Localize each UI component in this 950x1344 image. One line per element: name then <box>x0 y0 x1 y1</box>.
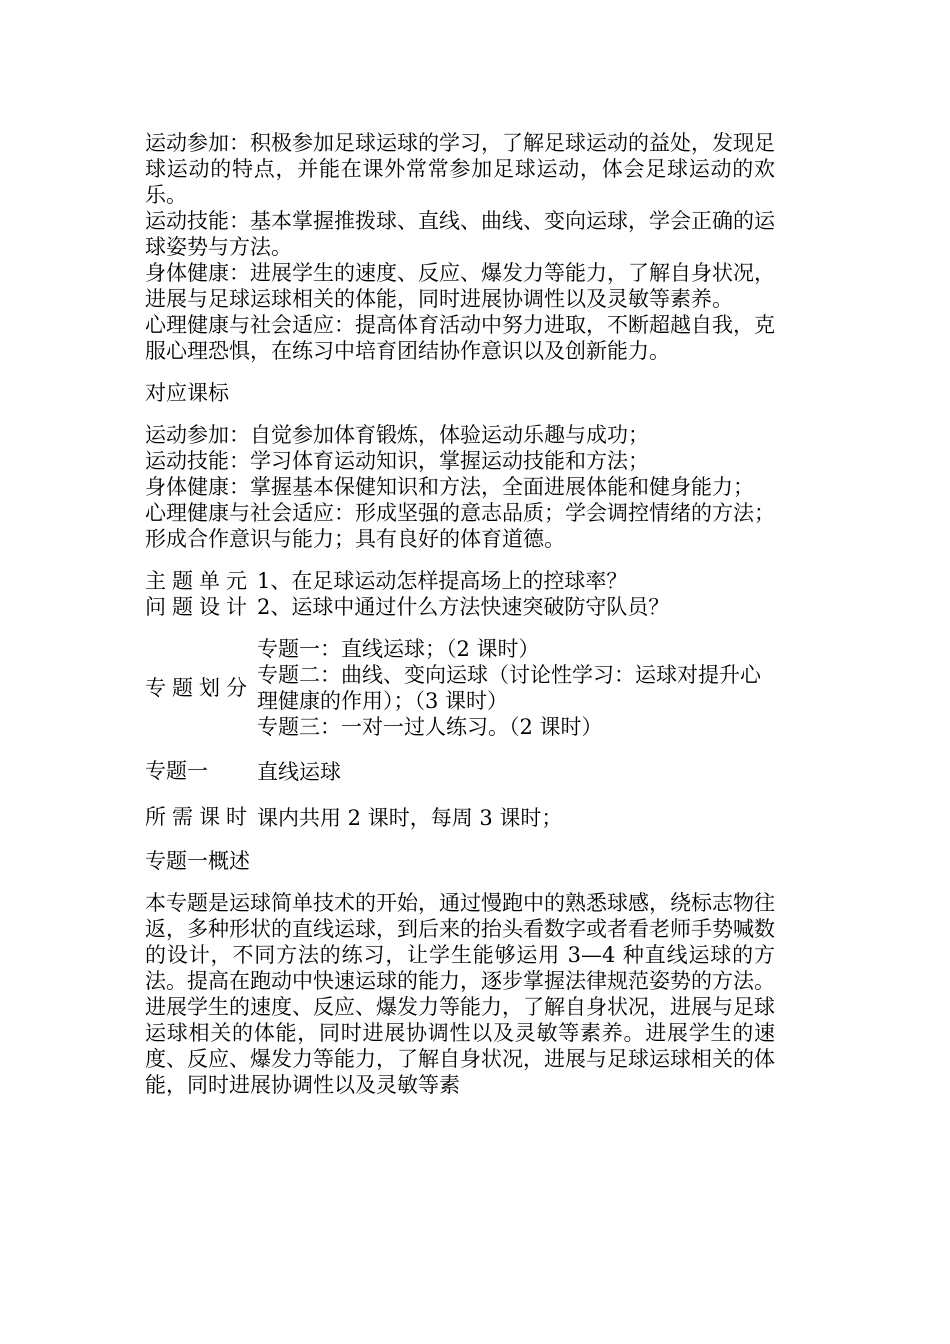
standard-mental: 心理健康与社会适应：形成坚强的意志品质；学会调控情绪的方法；形成合作意识与能力；具有良好的体育道德。 <box>145 501 775 551</box>
goal-mental: 心理健康与社会适应：提高体育活动中努力进取，不断超越自我，克服心理恐惧，在练习中培育团结协作意识以及创新能力。 <box>145 313 775 363</box>
hours-value: 课内共用 2 课时，每周 3 课时； <box>257 806 563 830</box>
topic-item-2: 专题二：曲线、变向运球（讨论性学习：运球对提升心理健康的作用）；（3 课时） <box>257 663 761 713</box>
unit-question-1: 1、在足球运动怎样提高场上的控球率？ <box>257 569 628 593</box>
topic-one-row <box>145 756 775 786</box>
unit-questions-row <box>145 568 775 620</box>
unit-question-2: 2、运球中通过什么方法快速突破防守队员？ <box>257 595 670 619</box>
overview-heading: 专题一概述 <box>145 849 250 873</box>
topic-division-label: 专题划分 <box>145 676 253 700</box>
overview-paragraph: 本专题是运球简单技术的开始，通过慢跑中的熟悉球感，绕标志物往返，多种形状的直线运球，到后来的抬头看数字或者看老师手势喊数的设计，不同方法的练习，让学生能够运用 3—4 种直线运球的方法。提高在跑动中快速运球的能力，逐步掌握法律规范姿势的方法。进展学生的速度、反应、爆发力等能力，了解自身状况，进展与足球运球相关的体能，同时进展协调性以及灵敏等素养。进展学生的速度、反应、爆发力等能力，了解自身状况，进展与足球运球相关的体能，同时进展协调性以及灵敏等素 <box>145 891 775 1097</box>
standard-skills: 运动技能：学习体育运动知识，掌握运动技能和方法； <box>145 449 649 473</box>
unit-questions-content <box>257 568 775 620</box>
topic-division-content <box>257 636 775 740</box>
standard-participation: 运动参加：自觉参加体育锻炼，体验运动乐趣与成功； <box>145 423 649 447</box>
topic-item-3: 专题三：一对一过人练习。（2 课时） <box>257 715 603 739</box>
goal-participation: 运动参加：积极参加足球运球的学习，了解足球运动的益处，发现足球运动的特点，并能在课外常常参加足球运动，体会足球运动的欢乐。 <box>145 131 775 207</box>
standards-heading: 对应课标 <box>145 381 229 405</box>
hours-label: 所需课时 <box>145 805 253 829</box>
document-page <box>145 130 775 1098</box>
unit-questions-label: 主题单元问题设计 <box>145 569 253 619</box>
topic-division-row <box>145 636 775 740</box>
hours-row <box>145 802 775 832</box>
topic-one-label: 专题一 <box>145 759 208 783</box>
standard-health: 身体健康：掌握基本保健知识和方法，全面进展体能和健身能力； <box>145 475 754 499</box>
goal-health: 身体健康：进展学生的速度、反应、爆发力等能力，了解自身状况，进展与足球运球相关的体能，同时进展协调性以及灵敏等素养。 <box>145 261 775 311</box>
topic-item-1: 专题一：直线运球；（2 课时） <box>257 637 540 661</box>
goal-skills: 运动技能：基本掌握推拨球、直线、曲线、变向运球，学会正确的运球姿势与方法。 <box>145 209 775 259</box>
topic-one-value: 直线运球 <box>257 760 341 784</box>
